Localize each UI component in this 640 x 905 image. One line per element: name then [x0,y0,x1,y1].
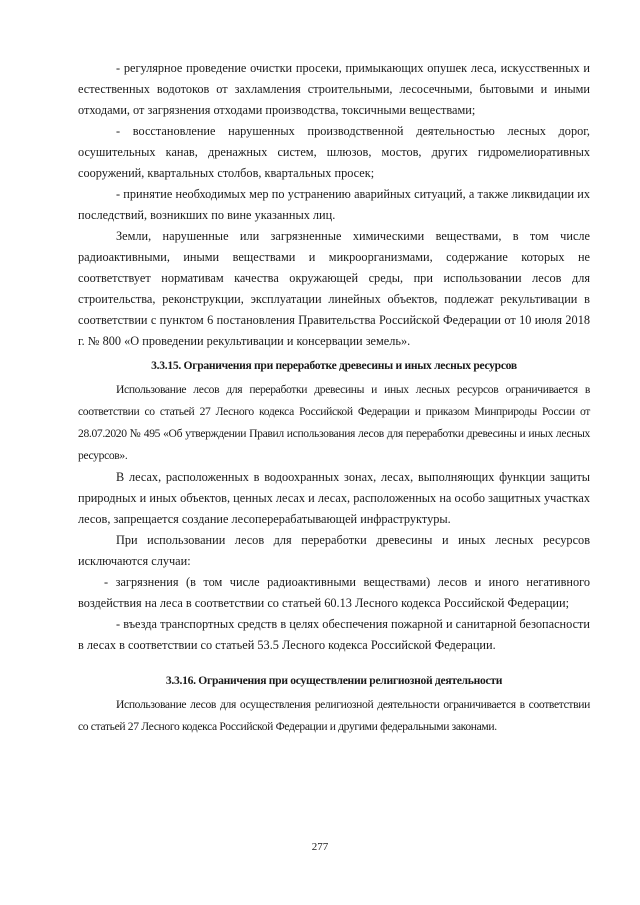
page-number: 277 [311,841,329,853]
paragraph-processing-restriction: Использование лесов для переработки древесины и иных лесных ресурсов ограничивается в соответствии со статьей 27 Лесного кодекса Российской Федерации и приказом Минприроды России от 28.07.2020 № 495 «Об утверждении Правил использования лесов для переработки древесины и иных лесных ресурсов». [78,383,590,462]
section-heading-3-3-16: 3.3.16. Ограничения при осуществлении религиозной деятельности [165,674,503,687]
document-page [78,58,590,738]
list-item-emergency: - принятие необходимых мер по устранению аварийных ситуаций, а также ликвидации их последствий, возникших по вине указанных лиц. [78,187,590,222]
paragraph-religious-activity: Использование лесов для осуществления религиозной деятельности ограничивается в соответствии со статьей 27 Лесного кодекса Российской Федерации и другими федеральными законами. [78,698,590,733]
paragraph-excluded-cases: При использовании лесов для переработки древесины и иных лесных ресурсов исключаются случаи: [78,533,590,568]
list-item-pollution: - загрязнения (в том числе радиоактивными веществами) лесов и иного негативного воздействия на леса в соответствии со статьей 60.13 Лесного кодекса Российской Федерации; [78,575,590,610]
list-item-clearing: - регулярное проведение очистки просеки, примыкающих опушек леса, искусственных и естественных водотоков от захламления строительными, лесосечными, бытовыми и иными отходами, от загрязнения отходами производства, токсичными веществами; [78,61,590,117]
paragraph-infrastructure-ban: В лесах, расположенных в водоохранных зонах, лесах, выполняющих функции защиты природных и иных объектов, ценных лесах и лесах, расположенных на особо защитных участках лесов, запрещается создание лесоперерабатывающей инфраструктуры. [78,470,590,526]
section-heading-3-3-15: 3.3.15. Ограничения при переработке древесины и иных лесных ресурсов [151,359,517,372]
paragraph-recultivation: Земли, нарушенные или загрязненные химическими веществами, в том числе радиоактивными, иными веществами и микроорганизмами, содержание которых не соответствует нормативам качества окружающей среды, при использовании лесов для строительства, реконструкции, эксплуатации линейных объектов, подлежат рекультивации в соответствии с пунктом 6 постановления Правительства Российской Федерации от 10 июля 2018 г. № 800 «О проведении рекультивации и консервации земель». [78,229,590,348]
list-item-restoration: - восстановление нарушенных производственной деятельностью лесных дорог, осушительных канав, дренажных систем, шлюзов, мостов, других гидромелиоративных сооружений, квартальных столбов, квартальных просек; [78,124,590,180]
list-item-vehicle-entry: - въезда транспортных средств в целях обеспечения пожарной и санитарной безопасности в лесах в соответствии со статьей 53.5 Лесного кодекса Российской Федерации. [78,617,590,652]
